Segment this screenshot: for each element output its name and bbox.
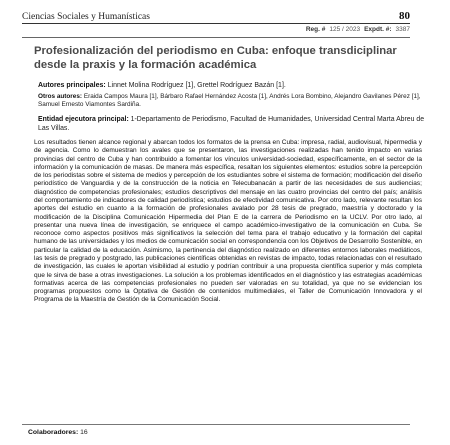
collaborators-label: Colaboradores: — [28, 429, 79, 436]
reg-value: 125 / 2023 — [329, 26, 361, 33]
collaborators-value: 16 — [78, 429, 88, 436]
journal-name: Ciencias Sociales y Humanísticas — [22, 12, 150, 22]
collaborators-line — [28, 429, 88, 436]
entity-label: Entidad ejecutora principal: — [38, 116, 129, 123]
abstract-paragraph: Los resultados tienen alcance regional y abarcan todos los formatos de la prensa en Cuba: impresa, radial, audiovisual, hipermedia y de agencia. Como lo demuestran los avales que se presentaron, las investigaciones realizadas han tenido impacto en varias provincias del centro de Cuba y han contribuido a fomentar los vínculos universidad-sociedad, específicamente, en el sector de la información y la comunicación de masas. De manera más específica, resaltan los siguientes elementos: estudios sobre la percepción de los periodistas sobre el sistema de medios y percepción de los estudiantes sobre el sistema de formación; modificación del diseño periodístico de Vanguardia y de la construcción de la noticia en Telecubanacán a partir de las necesidades de sus audiencias; diagnóstico de competencias profesionales; estudios descriptivos del mensaje en las cuatro provincias del centro del país; análisis del comportamiento de indicadores de calidad periodística; estudios de efectividad comunicativa. Por otro lado, relevante resultan los aportes del estudio en cuanto a la formación de profesionales avalado por 28 tesis de pregrado, maestría y doctorado y la modificación de la Disciplina Comunicación Hipermedia del Plan E de la carrera de Periodismo en la UCLV. Por otro lado, al presentar una nueva línea de investigación, se enriquece el campo académico-investigativo de la comunicación en Cuba. Se reconoce como aspectos positivos más significativos la selección del tema para el trabajo educativo y la formación del capital humano de las universidades y los medios de comunicación social en correspondencia con los Objetivos de Desarrollo Sostenible, en particular la calidad de la educación. Asimismo, la pertinencia del diagnóstico realizado en diferentes entornos laborales mediáticos, las tesis de pregrado y postgrado, las publicaciones científicas obtenidas en revistas de impacto, todas relacionadas con el resultado de investigación, las cuales le aportan visibilidad al estudio y podrían contribuir a una propuesta científica superior y más completa que le sirva de base a otras investigaciones. La solución a los problemas identificados en el diagnóstico y las estrategias académicas formativas acerca de las competencias profesionales no pueden ser valoradas en su totalidad, ya que no se evidencian los programas propuestos como la Optativa de Gestión de contenidos multimediales, el Taller de Comunicación Innovadora y el Programa de la Maestría de Gestión de la Comunicación Social. — [34, 139, 422, 304]
expdt-label: Expdt. #: — [364, 26, 392, 33]
running-header — [22, 4, 410, 22]
main-authors-value: Linnet Molina Rodríguez [1], Grettel Rodríguez Bazán [1]. — [105, 82, 286, 89]
article-title: Profesionalización del periodismo en Cuba: enfoque transdiciplinar desde la praxis y la formación académica — [34, 45, 397, 71]
main-authors — [38, 82, 428, 90]
other-authors-value: Eraida Campos Maura [1], Bárbaro Rafael Hernández Acosta [1], Andrés Lora Bombino, Alejandro Gavilanes Pérez [1], Samuel Ernesto Viamontes Sardiña. — [38, 93, 421, 109]
expdt-value: 3387 — [395, 26, 410, 33]
other-authors — [38, 93, 428, 110]
executing-entity — [38, 116, 428, 134]
footer-rule — [22, 424, 410, 425]
registration-info — [306, 26, 410, 33]
registration-rule — [22, 37, 410, 38]
main-authors-label: Autores principales: — [38, 82, 106, 89]
header-rule — [22, 23, 410, 24]
entity-value: 1-Departamento de Periodismo, Facultad de Humanidades, Universidad Central Marta Abreu de Las Villas. — [38, 116, 425, 132]
page-number: 80 — [399, 10, 410, 22]
other-authors-label: Otros autores: — [38, 93, 83, 100]
reg-label: Reg. # — [305, 26, 326, 33]
